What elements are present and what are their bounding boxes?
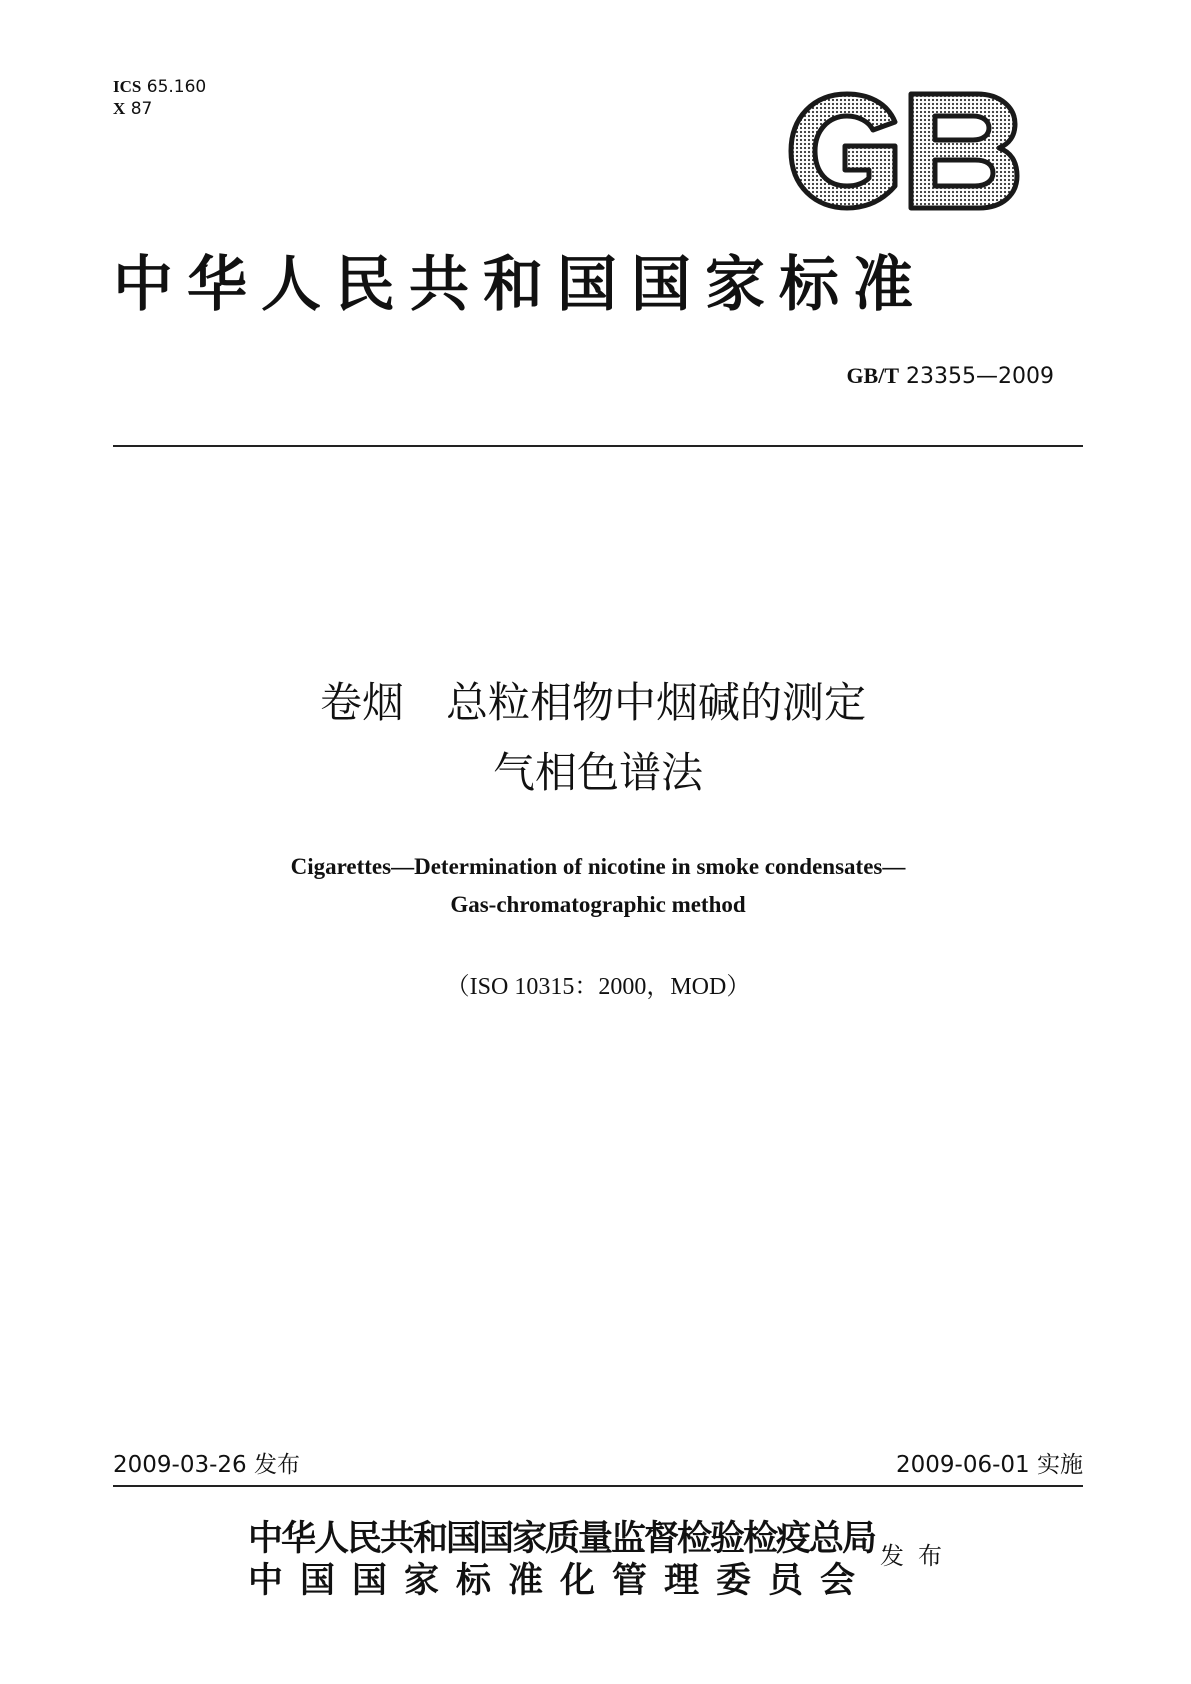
standard-code-prefix: GB/T bbox=[846, 363, 900, 388]
title-english bbox=[113, 848, 1083, 924]
national-standard-heading: 中华人民共和国国家标准 bbox=[113, 250, 927, 320]
title-chinese-line1: 卷烟 总粒相物中烟碱的测定 bbox=[319, 678, 866, 727]
class-value: 87 bbox=[130, 99, 153, 119]
ics-classification bbox=[113, 76, 206, 120]
iso-reference: （ISO 10315：2000，MOD） bbox=[445, 974, 751, 1000]
issue-date: 2009-03-26 发布 bbox=[113, 1452, 300, 1478]
bottom-divider bbox=[113, 1485, 1083, 1487]
top-divider bbox=[113, 445, 1083, 447]
standard-code-number: 23355—2009 bbox=[906, 364, 1054, 389]
title-english-line2: Gas-chromatographic method bbox=[450, 892, 746, 917]
publish-label: 发布 bbox=[880, 1542, 956, 1570]
implementation-date: 2009-06-01 实施 bbox=[896, 1452, 1083, 1478]
issuing-authorities bbox=[248, 1518, 875, 1602]
title-chinese-line2: 气相色谱法 bbox=[492, 748, 703, 797]
class-label: X bbox=[113, 99, 126, 118]
title-chinese bbox=[113, 668, 1083, 808]
issuer-line2: 中国国家标准化管理委员会 bbox=[248, 1560, 873, 1601]
ics-value: 65.160 bbox=[146, 77, 207, 97]
gb-logo bbox=[787, 90, 1020, 212]
ics-line bbox=[113, 76, 206, 98]
issuer-line1: 中华人民共和国国家质量监督检验检疫总局 bbox=[248, 1518, 876, 1559]
title-english-line1: Cigarettes—Determination of nicotine in smoke condensates— bbox=[290, 854, 906, 879]
standard-code bbox=[846, 362, 1054, 391]
class-line bbox=[113, 98, 206, 120]
ics-label: ICS bbox=[113, 77, 142, 96]
